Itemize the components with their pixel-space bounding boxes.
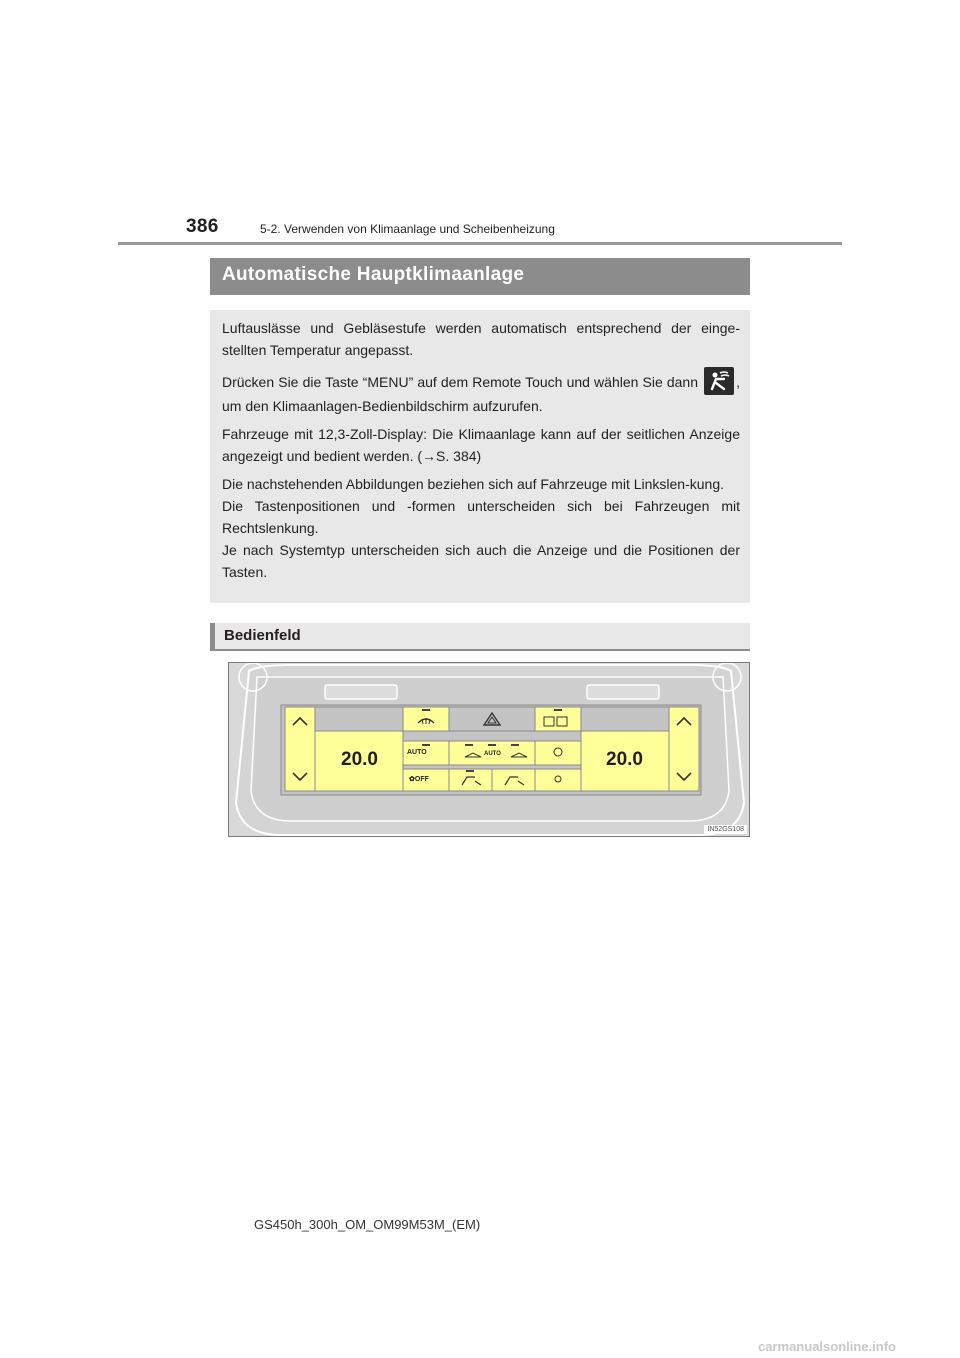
- intro-paragraph-1: Luftauslässe und Gebläsestufe werden automatisch entsprechend der einge-stellten Temperatur angepasst.: [222, 320, 740, 358]
- section-heading: Bedienfeld: [224, 627, 301, 644]
- auto-button-label: AUTO: [407, 749, 427, 756]
- intro-paragraph-5: Die Tastenpositionen und -formen unterscheiden sich bei Fahrzeugen mit Rechtslenkung.: [222, 498, 740, 536]
- intro-box: [210, 310, 750, 603]
- header-rule: [118, 242, 842, 245]
- page-title: Automatische Hauptklimaanlage: [222, 264, 525, 285]
- left-temperature: 20.0: [341, 749, 378, 770]
- watermark: carmanualsonline.info: [758, 1339, 896, 1354]
- section-heading-bar: [210, 623, 750, 651]
- intro-paragraph-2: [222, 367, 740, 417]
- footer-document-code: GS450h_300h_OM_OM99M53M_(EM): [254, 1217, 481, 1232]
- fan-icon: ✿: [409, 776, 415, 783]
- page-reference-link[interactable]: S. 384): [436, 448, 482, 464]
- figure-code: IN52GS108: [704, 825, 747, 834]
- intro-p2-after: , um den Klimaanlagen-Bedienbildschirm aufzurufen.: [222, 374, 740, 414]
- intro-p2-before: Drücken Sie die Taste “MENU” auf dem Remote Touch und wählen Sie dann: [222, 374, 698, 390]
- chapter-heading: 5-2. Verwenden von Klimaanlage und Scheibenheizung: [260, 222, 555, 236]
- intro-paragraph-3: Fahrzeuge mit 12,3-Zoll-Display: Die Klimaanlage kann auf der seitlichen Anzeige angezeigt und bedient werden. (→S. 384): [222, 426, 740, 464]
- right-temperature: 20.0: [606, 749, 643, 770]
- climate-seat-icon: [704, 367, 734, 395]
- fan-off-label: ✿OFF: [409, 776, 429, 783]
- page-number: 386: [186, 216, 219, 237]
- auto-recirc-label: AUTO: [484, 751, 501, 757]
- control-panel-illustration: [228, 662, 750, 837]
- arrow-icon: →: [422, 448, 437, 464]
- intro-paragraph-4: Die nachstehenden Abbildungen beziehen sich auf Fahrzeuge mit Linkslen-kung.: [222, 476, 725, 492]
- control-panel-drawing: [229, 663, 750, 837]
- title-bar: [210, 258, 750, 295]
- intro-paragraph-6: Je nach Systemtyp unterscheiden sich auch die Anzeige und die Positionen der Tasten.: [222, 542, 740, 580]
